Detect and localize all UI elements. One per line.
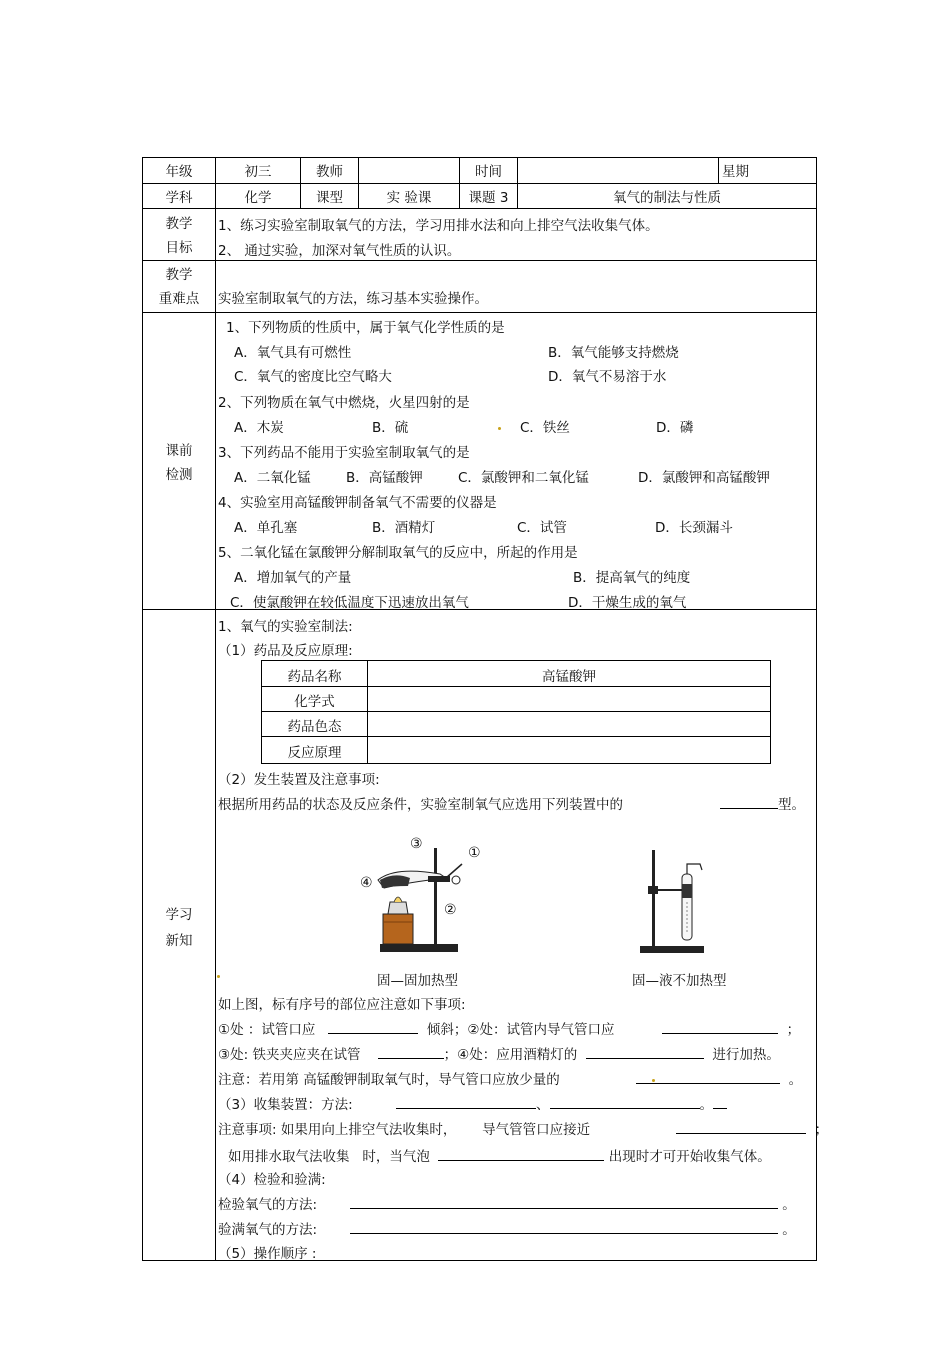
collect-method-blank[interactable]: 、 。 — [396, 1093, 727, 1113]
check-method: 检验氧气的方法: — [218, 1197, 318, 1213]
goal-line-2: 2、 通过实验，加深对氧气性质的认识。 — [218, 243, 461, 259]
grade-value: 初三 — [244, 164, 272, 180]
q1-option-a[interactable]: A．氧气具有可燃性 — [234, 345, 352, 361]
full-method-blank[interactable]: 。 — [350, 1218, 796, 1238]
label-num-4: ④ — [360, 875, 373, 891]
teacher-field[interactable] — [359, 159, 458, 182]
q3-option-a[interactable]: A．二氧化锰 — [234, 470, 311, 486]
table-header-name: 药品名称 — [287, 669, 342, 685]
label-num-1: ① — [468, 845, 481, 861]
table-header-reagent: 高锰酸钾 — [542, 669, 596, 685]
q4-option-d[interactable]: D．长颈漏斗 — [655, 520, 733, 536]
q5-option-c[interactable]: C．使氯酸钾在较低温度下迅速放出氧气 — [230, 595, 469, 611]
q2-option-b[interactable]: B．硫 — [372, 420, 409, 436]
keypoints-label-2: 重难点 — [158, 291, 200, 307]
goal-line-1: 1、练习实验室制取氧气的方法，学习用排水法和向上排空气法收集气体。 — [218, 218, 659, 234]
solid-liquid-apparatus-figure — [630, 846, 720, 958]
q1-option-b[interactable]: B．氧气能够支持燃烧 — [548, 345, 679, 361]
note-2: ③处: 铁夹夹应夹在试管 ；④处：应用酒精灯的 进行加热。 — [218, 1047, 780, 1063]
figure-1-caption: 固—固加热型 — [377, 973, 458, 989]
question-1: 1、下列物质的性质中，属于氧气化学性质的是 — [226, 320, 505, 336]
note-1: ①处 ：试管口应 倾斜；②处：试管内导气管口应 — [218, 1022, 615, 1038]
note-3: 注意：若用第 高锰酸钾制取氧气时，导气管口应放少量的 — [218, 1072, 560, 1088]
grade-label: 年级 — [165, 164, 193, 180]
q3-option-c[interactable]: C．氯酸钾和二氧化锰 — [458, 470, 589, 486]
section-4-title: （4）检验和验满: — [218, 1172, 326, 1188]
question-4: 4、实验室用高锰酸钾制备氧气不需要的仪器是 — [218, 495, 497, 511]
clamp-position-blank[interactable] — [378, 1046, 444, 1059]
label-num-3: ③ — [410, 836, 423, 852]
topic-value: 氧气的制法与性质 — [613, 190, 721, 206]
device-type-blank[interactable]: 型。 — [720, 793, 805, 813]
goals-label-1: 教学 — [165, 216, 193, 232]
q2-option-c[interactable]: C．铁丝 — [520, 420, 570, 436]
time-label: 时间 — [475, 164, 502, 180]
note-4: 注意事项: 如果用向上排空气法收集时， 导气管管口应接近 — [218, 1122, 591, 1138]
formula-field[interactable] — [369, 688, 769, 710]
keypoints-label-1: 教学 — [165, 267, 193, 283]
question-5: 5、二氧化锰在氯酸钾分解制取氧气的反应中，所起的作用是 — [218, 545, 578, 561]
type-label: 课型 — [316, 190, 343, 206]
appearance-field[interactable] — [369, 713, 769, 735]
question-2: 2、下列物质在氧气中燃烧，火星四射的是 — [218, 395, 470, 411]
q3-option-b[interactable]: B．高锰酸钾 — [346, 470, 423, 486]
q4-option-c[interactable]: C．试管 — [517, 520, 567, 536]
q4-option-b[interactable]: B．酒精灯 — [372, 520, 436, 536]
q5-option-d[interactable]: D．干燥生成的氧气 — [568, 595, 687, 611]
table-row-formula: 化学式 — [294, 694, 335, 710]
q5-option-a[interactable]: A．增加氧气的产量 — [234, 570, 352, 586]
pretest-label-1: 课前 — [165, 443, 193, 459]
table-row-appearance: 药品色态 — [287, 719, 342, 735]
note-1-blank[interactable]: ； — [662, 1018, 800, 1038]
time-field[interactable] — [518, 159, 717, 182]
section-2-title: （2）发生装置及注意事项: — [218, 772, 380, 788]
keypoints-text: 实验室制取氧气的方法，练习基本实验操作。 — [218, 291, 488, 307]
reaction-field[interactable] — [369, 738, 769, 762]
subject-value: 化学 — [244, 190, 272, 206]
q2-option-a[interactable]: A．木炭 — [234, 420, 284, 436]
learn-label-1: 学习 — [165, 907, 193, 923]
tube-mouth-blank[interactable] — [328, 1021, 418, 1034]
figure-2-caption: 固—液不加热型 — [632, 973, 727, 989]
note-4-blank[interactable]: ； — [676, 1118, 828, 1138]
q2-option-d[interactable]: D．磷 — [656, 420, 694, 436]
type-value: 实 验课 — [386, 190, 432, 206]
q1-option-d[interactable]: D．氧气不易溶于水 — [548, 369, 667, 385]
q1-option-c[interactable]: C．氧气的密度比空气略大 — [234, 369, 392, 385]
pretest-label-2: 检测 — [165, 467, 193, 483]
section-1-title: 1、氧气的实验室制法: — [218, 619, 353, 635]
week-label: 星期 — [722, 164, 749, 180]
note-5: 如用排水取气法收集 时，当气泡 出现时才可开始收集气体。 — [228, 1149, 771, 1165]
label-num-2: ② — [444, 902, 457, 918]
learn-label-2: 新知 — [165, 933, 193, 949]
bubble-blank[interactable] — [438, 1148, 604, 1161]
subject-label: 学科 — [165, 190, 193, 206]
topic-label: 课题 3 — [468, 190, 509, 206]
question-3: 3、下列药品不能用于实验室制取氧气的是 — [218, 445, 470, 461]
check-method-blank[interactable]: 。 — [350, 1193, 796, 1213]
section-2-text: 根据所用药品的状态及反应条件，实验室制氧气应选用下列装置中的 — [218, 797, 623, 813]
section-1-1-title: （1）药品及反应原理: — [218, 643, 353, 659]
notes-title: 如上图，标有序号的部位应注意如下事项: — [218, 997, 466, 1013]
q3-option-d[interactable]: D．氯酸钾和高锰酸钾 — [638, 470, 770, 486]
section-3-title: （3）收集装置：方法: — [218, 1097, 353, 1113]
flame-part-blank[interactable] — [586, 1046, 704, 1059]
teacher-label: 教师 — [316, 164, 343, 180]
note-3-blank[interactable]: 。 — [636, 1068, 802, 1088]
q4-option-a[interactable]: A．单孔塞 — [234, 520, 298, 536]
full-method: 验满氧气的方法: — [218, 1222, 318, 1238]
section-5-title: （5）操作顺序 : — [218, 1246, 317, 1262]
goals-label-2: 目标 — [165, 240, 193, 256]
table-row-reaction: 反应原理 — [287, 745, 342, 761]
q5-option-b[interactable]: B．提高氧气的纯度 — [573, 570, 691, 586]
